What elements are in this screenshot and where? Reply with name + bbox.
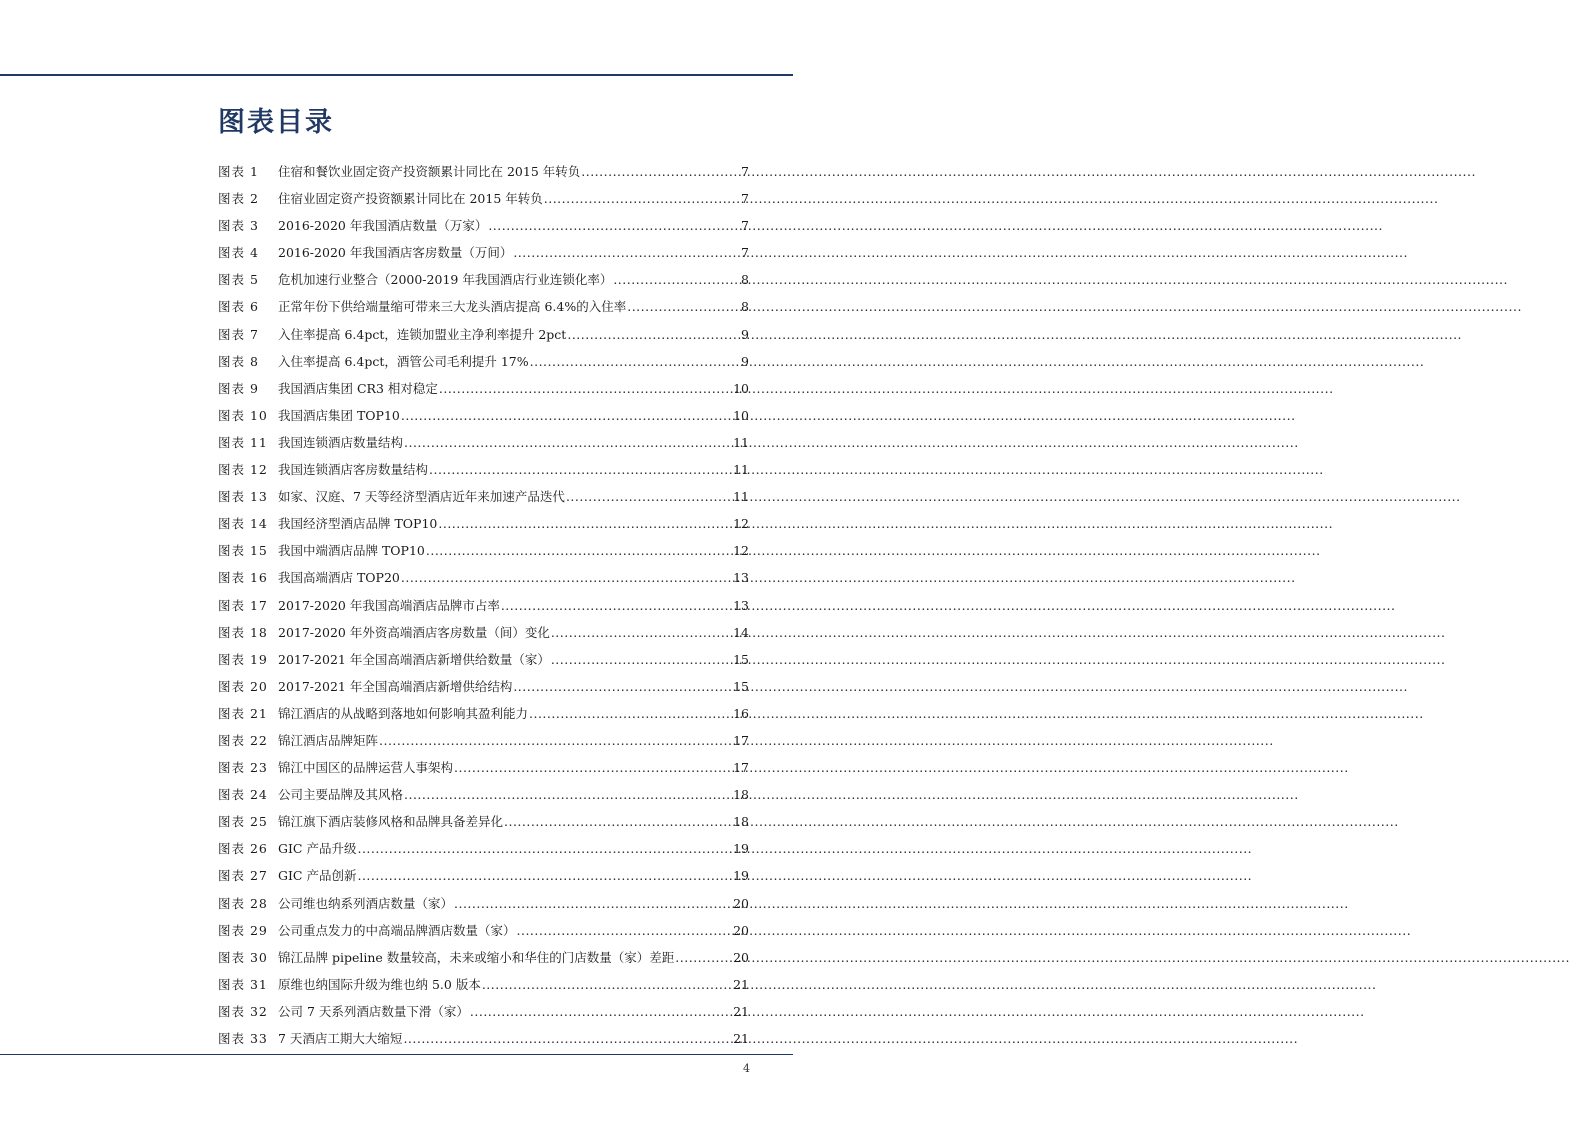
toc-entry-page: 14 [733, 624, 749, 640]
toc-entry-title: 入住率提高 6.4pct，连锁加盟业主净利率提升 2pct [278, 326, 567, 342]
toc-dot-leader [404, 429, 732, 456]
toc-entry-page: 19 [733, 841, 749, 857]
figure-toc-list [218, 158, 749, 1052]
footer-rule [0, 1054, 793, 1055]
toc-entry-page: 20 [733, 949, 749, 965]
toc-entry-title: 住宿和餐饮业固定资产投资额累计同比在 2015 年转负 [278, 164, 581, 179]
toc-entry-page: 10 [733, 407, 749, 423]
toc-entry-page: 8 [741, 272, 749, 288]
toc-entry[interactable] [218, 781, 749, 808]
toc-entry-page: 17 [733, 760, 749, 776]
toc-entry-label: 图表 16 [218, 570, 268, 586]
toc-entry[interactable] [218, 917, 749, 944]
toc-dot-leader [551, 646, 732, 673]
toc-entry-page: 17 [733, 732, 749, 748]
toc-entry[interactable] [218, 890, 749, 917]
toc-entry-page: 19 [733, 868, 749, 884]
toc-entry[interactable] [218, 212, 749, 239]
toc-entry-label: 图表 22 [218, 732, 268, 748]
toc-entry-title: 2016-2020 年我国酒店客房数量（万间） [278, 245, 513, 261]
toc-dot-leader [470, 998, 732, 1025]
toc-dot-leader [488, 212, 740, 239]
toc-entry-title: 我国酒店集团 TOP10 [278, 407, 400, 423]
toc-dot-leader [675, 944, 732, 971]
toc-entry[interactable] [218, 564, 749, 591]
toc-entry-page: 18 [733, 787, 749, 803]
toc-entry-title: 如家、汉庭、7 天等经济型酒店近年来加速产品迭代 [278, 489, 565, 505]
toc-entry[interactable] [218, 321, 749, 348]
page-title: 图表目录 [218, 107, 334, 138]
toc-dot-leader [454, 890, 732, 917]
toc-entry-label: 图表 7 [218, 326, 259, 342]
toc-entry-page: 21 [733, 1003, 749, 1019]
toc-dot-leader [529, 700, 732, 727]
toc-entry-label: 图表 28 [218, 895, 268, 911]
toc-dot-leader [566, 483, 732, 510]
toc-entry-title: 7 天酒店工期大大缩短 [278, 1031, 403, 1046]
toc-dot-leader [454, 754, 732, 781]
toc-entry-page: 8 [741, 299, 749, 315]
toc-entry-title: 住宿业固定资产投资额累计同比在 2015 年转负 [278, 191, 543, 207]
toc-entry-page: 15 [733, 678, 749, 694]
toc-entry-title: 危机加速行业整合（2000-2019 年我国酒店行业连锁化率） [278, 272, 613, 288]
toc-entry[interactable] [218, 185, 749, 212]
toc-entry[interactable] [218, 808, 749, 835]
toc-entry-page: 11 [733, 489, 749, 505]
toc-dot-leader [627, 293, 740, 320]
toc-entry-page: 9 [741, 326, 749, 342]
toc-dot-leader [401, 402, 732, 429]
toc-entry[interactable] [218, 510, 749, 537]
toc-entry-label: 图表 10 [218, 407, 268, 423]
toc-entry-title: 公司维也纳系列酒店数量（家） [278, 895, 454, 911]
toc-entry-title: 2016-2020 年我国酒店数量（万家） [278, 218, 488, 234]
toc-entry-title: 我国酒店集团 CR3 相对稳定 [278, 380, 438, 396]
toc-entry[interactable] [218, 348, 749, 375]
toc-entry-title: 2017-2021 年全国高端酒店新增供给结构 [278, 678, 513, 694]
toc-entry[interactable] [218, 862, 749, 889]
toc-entry-label: 图表 27 [218, 868, 268, 884]
toc-dot-leader [401, 564, 732, 591]
toc-dot-leader [357, 862, 732, 889]
toc-entry-label: 图表 33 [218, 1031, 268, 1046]
toc-entry[interactable] [218, 835, 749, 862]
toc-entry-title: 我国高端酒店 TOP20 [278, 570, 400, 586]
toc-dot-leader [439, 375, 732, 402]
toc-entry[interactable] [218, 266, 749, 293]
header-rule [0, 74, 793, 76]
toc-entry-label: 图表 14 [218, 516, 268, 532]
toc-entry[interactable] [218, 293, 749, 320]
toc-entry-title: 锦江酒店品牌矩阵 [278, 732, 379, 748]
toc-entry-page: 11 [733, 434, 749, 450]
toc-entry-title: 入住率提高 6.4pct，酒管公司毛利提升 17% [278, 353, 529, 369]
toc-dot-leader [530, 348, 740, 375]
toc-entry-page: 12 [733, 516, 749, 532]
toc-entry-title: GIC 产品升级 [278, 841, 357, 857]
toc-entry-page: 18 [733, 814, 749, 830]
toc-entry-label: 图表 2 [218, 191, 259, 207]
toc-entry[interactable] [218, 537, 749, 564]
toc-entry-title: 锦江品牌 pipeline 数量较高，未来或缩小和华住的门店数量（家）差距 [278, 949, 675, 965]
toc-dot-leader [544, 185, 740, 212]
toc-entry-label: 图表 9 [218, 380, 259, 396]
toc-entry-page: 7 [741, 218, 749, 234]
toc-entry-label: 图表 11 [218, 434, 268, 450]
toc-entry[interactable] [218, 1025, 749, 1052]
toc-entry-label: 图表 12 [218, 462, 268, 478]
toc-dot-leader [513, 673, 732, 700]
toc-entry-label: 图表 29 [218, 922, 268, 938]
toc-entry-title: 我国连锁酒店数量结构 [278, 434, 404, 450]
toc-entry[interactable] [218, 483, 749, 510]
toc-entry-page: 20 [733, 922, 749, 938]
toc-entry[interactable] [218, 971, 749, 998]
toc-entry-page: 9 [741, 353, 749, 369]
toc-entry-label: 图表 1 [218, 164, 259, 179]
toc-dot-leader [429, 456, 732, 483]
toc-entry-page: 7 [741, 164, 749, 179]
toc-dot-leader [438, 510, 732, 537]
page-number: 4 [743, 1062, 750, 1075]
toc-entry-page: 7 [741, 245, 749, 261]
toc-entry-label: 图表 26 [218, 841, 268, 857]
toc-entry[interactable] [218, 754, 749, 781]
toc-entry-title: 公司 7 天系列酒店数量下滑（家） [278, 1003, 469, 1019]
toc-entry-label: 图表 5 [218, 272, 259, 288]
toc-dot-leader [404, 781, 732, 808]
toc-entry-label: 图表 4 [218, 245, 259, 261]
toc-entry-label: 图表 30 [218, 949, 268, 965]
toc-dot-leader [581, 158, 740, 185]
toc-dot-leader [357, 835, 732, 862]
toc-entry-label: 图表 18 [218, 624, 268, 640]
toc-entry[interactable] [218, 673, 749, 700]
toc-entry-title: 原维也纳国际升级为维也纳 5.0 版本 [278, 976, 481, 992]
toc-entry[interactable] [218, 700, 749, 727]
toc-entry-title: 正常年份下供给端量缩可带来三大龙头酒店提高 6.4%的入住率 [278, 299, 627, 315]
toc-entry-label: 图表 21 [218, 705, 268, 721]
toc-entry[interactable] [218, 456, 749, 483]
toc-dot-leader [403, 1025, 732, 1052]
toc-entry[interactable] [218, 158, 749, 185]
toc-entry[interactable] [218, 429, 749, 456]
toc-entry[interactable] [218, 239, 749, 266]
toc-entry-label: 图表 31 [218, 976, 268, 992]
toc-entry-title: 2017-2021 年全国高端酒店新增供给数量（家） [278, 651, 550, 667]
toc-entry-label: 图表 8 [218, 353, 259, 369]
toc-dot-leader [567, 321, 740, 348]
toc-entry[interactable] [218, 944, 749, 971]
toc-dot-leader [513, 239, 740, 266]
toc-entry-label: 图表 17 [218, 597, 268, 613]
toc-entry-page: 13 [733, 570, 749, 586]
toc-entry[interactable] [218, 375, 749, 402]
toc-dot-leader [426, 537, 732, 564]
toc-entry[interactable] [218, 727, 749, 754]
toc-entry-title: 我国中端酒店品牌 TOP10 [278, 543, 425, 559]
toc-entry-title: 2017-2020 年外资高端酒店客房数量（间）变化 [278, 624, 550, 640]
toc-entry[interactable] [218, 646, 749, 673]
toc-entry-label: 图表 23 [218, 760, 268, 776]
toc-entry-label: 图表 25 [218, 814, 268, 830]
toc-entry-title: 锦江中国区的品牌运营人事架构 [278, 760, 454, 776]
toc-entry-page: 21 [733, 1031, 749, 1046]
toc-entry-label: 图表 20 [218, 678, 268, 694]
toc-dot-leader [613, 266, 740, 293]
toc-entry-label: 图表 19 [218, 651, 268, 667]
toc-entry-title: 锦江酒店的从战略到落地如何影响其盈利能力 [278, 705, 529, 721]
toc-entry[interactable] [218, 998, 749, 1025]
toc-entry-title: 2017-2020 年我国高端酒店品牌市占率 [278, 597, 500, 613]
toc-entry-page: 15 [733, 651, 749, 667]
toc-entry-label: 图表 6 [218, 299, 259, 315]
toc-entry[interactable] [218, 619, 749, 646]
toc-entry-page: 13 [733, 597, 749, 613]
toc-entry[interactable] [218, 592, 749, 619]
toc-entry-page: 7 [741, 191, 749, 207]
toc-entry-page: 11 [733, 462, 749, 478]
toc-entry-label: 图表 24 [218, 787, 268, 803]
toc-entry-page: 21 [733, 976, 749, 992]
toc-entry-label: 图表 15 [218, 543, 268, 559]
toc-dot-leader [551, 619, 732, 646]
toc-dot-leader [482, 971, 732, 998]
toc-entry-title: 公司重点发力的中高端品牌酒店数量（家） [278, 922, 516, 938]
toc-dot-leader [379, 727, 732, 754]
toc-entry-label: 图表 32 [218, 1003, 268, 1019]
toc-entry-title: 我国连锁酒店客房数量结构 [278, 462, 429, 478]
toc-dot-leader [504, 808, 732, 835]
toc-dot-leader [517, 917, 733, 944]
toc-entry[interactable] [218, 402, 749, 429]
toc-entry-title: 公司主要品牌及其风格 [278, 787, 404, 803]
toc-entry-label: 图表 13 [218, 489, 268, 505]
toc-entry-label: 图表 3 [218, 218, 259, 234]
toc-entry-page: 12 [733, 543, 749, 559]
toc-entry-title: 锦江旗下酒店装修风格和品牌具备差异化 [278, 814, 504, 830]
toc-entry-page: 10 [733, 380, 749, 396]
toc-dot-leader [501, 592, 732, 619]
toc-entry-title: 我国经济型酒店品牌 TOP10 [278, 516, 438, 532]
toc-entry-page: 20 [733, 895, 749, 911]
toc-entry-title: GIC 产品创新 [278, 868, 357, 884]
toc-entry-page: 16 [733, 705, 749, 721]
